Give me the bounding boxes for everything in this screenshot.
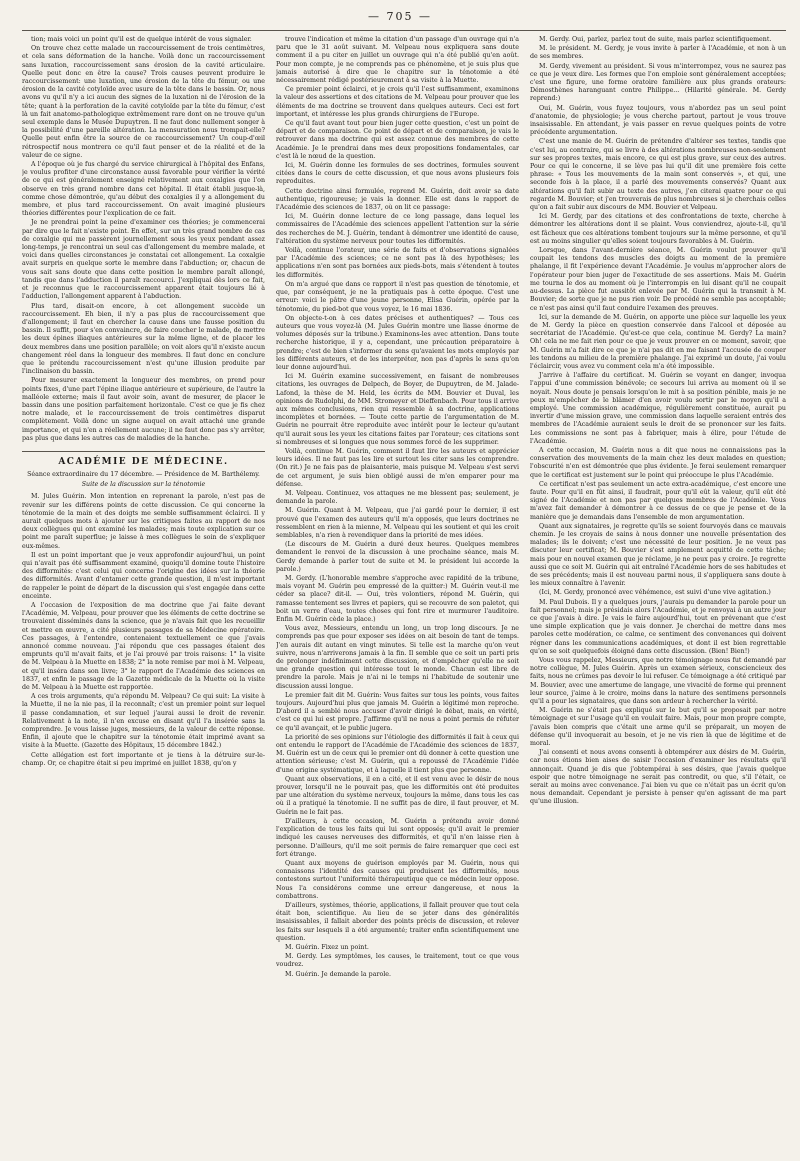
paragraph: Ce certificat n'est pas seulement un acte extra-académique, c'est encore une faute. Pour qu'il en fût ainsi, il faudrait, pour qu'il eût la valeur, qu'il eût été signé de l'Académie et non pas par quelques membres de l'Académie. Vous m'avez fait demander à démontrer à ce dessus de ce que je pense et de la manière que je demandais dans l'ensemble de mon argumentation. [530, 480, 786, 521]
paragraph: Vous vous rappelez, Messieurs, que notre témoignage nous fut demandé par notre collègue, M. Jules Guérin. Après un examen sérieux, consciencieux des faits, nous ne crûmes pas devoir le lui refuser. Ce témoignage a été critiqué par M. Bouvier, avec une amertume de langage, une vivacité de forme qui prennent leur source, j'aime à le croire, moins dans la nature des sentimens personnels qu'il a pour les signataires, que dans son ardeur à rechercher la vérité. [530, 657, 786, 706]
paragraph: Voilà, continue l'orateur, une série de faits et d'observations signalées par l'Académie des sciences; ce ne sont pas là des hypothèses; les applications n'en sont pas bornées aux pieds-bots, mais s'étendent à toutes les difformités. [276, 247, 519, 279]
page-number: — 705 — [368, 10, 432, 23]
paragraph: D'ailleurs, systèmes, théorie, applications, il fallait prouver que tout cela était bon, scientifique. Au lieu de se jeter dans des généralités insaisissables, il fallait aborder des points précis de discussion, et relever les faits sur lesquels il a été argumenté; traiter enfin scientifiquement une question. [276, 901, 519, 942]
paragraph: Ce qu'il faut avant tout pour bien juger cette question, c'est un point de départ et de comparaison. Ce point de départ et de comparaison, je vais le retrouver dans ma doctrine qui est assez connue des membres de cette Académie. Je le prendrai dans mes deux propositions fondamentales, car c'est là le nœud de la question. [276, 120, 519, 160]
paragraph: Quant aux signataires, je regrette qu'ils se soient fourvoyés dans ce mauvais chemin. Je les croyais de sains à nous donner une nouvelle présentation des malades; ils le doivent; c'est une nécessité de leur position. Je ne veux pas discuter leur certificat; M. Bouvier s'est amplement acquitté de cette tâche; mais pour en nouvel examen que je réclame, je ne peux pas y croire. Je regrette aussi que ce soit M. Guérin qui ait entraîné l'Académie hors de ses habitudes et de ses précédents; mais il est nouveau parmi nous, il s'appliquera sans doute à les mieux connaître à l'avenir. [530, 522, 786, 588]
paragraph: J'ai consenti et nous avons consenti à obtempérer aux désirs de M. Guérin, car nous étions bien aises de saisir l'occasion d'examiner les résultats qu'il annonçait. Quand je dis que j'obtempérai à ses désirs, que j'avais quelque espoir que notre témoignage ne serait pas contredit, ou que, s'il l'était, ce serait au moins avec convenance. J'ai bien vu que ce n'était pas un écrit qu'on nous demandait. Cependant je persiste à penser qu'en agissant de ma part qu'une illusion. [530, 749, 786, 806]
paragraph: M. Guérin. Quant à M. Velpeau, que j'ai gardé pour le dernier, il est prouvé que l'examen des auteurs qu'il m'a opposés, que leurs doctrines ne ressemblent en rien à la mienne, M. Velpeau qui les soutient et qui les croit semblables, n'a rien à revendiquer dans la priorité de mes idées. [276, 507, 519, 539]
paragraph: M. Gerdy. Les symptômes, les causes, le traitement, tout ce que vous voudrez. [276, 953, 519, 969]
paragraph: M. Paul Dubois. Il y a quelques jours, j'aurais pu demander la parole pour un fait personnel; mais je présidais alors l'Académie, et je renvoyai à un autre jour ce que j'avais à dire. Je vais le faire aujourd'hui, tout en prévenant que c'est une simple explication que je vais donner. Je cherchai de mettre dans mes paroles cette modération, ce calme, ce sentiment des convenances qui doivent régner dans les communications académiques, et dont il est bien regrettable qu'on se soit quelquefois éloigné dans cette discussion. (Bien! Bien!) [530, 598, 786, 655]
paragraph: Ici, M. Guérin donne lecture de ce long passage, dans lequel les commissaires de l'Académie des sciences appellent l'attention sur la série des recherches de M. J. Guérin, tendant à démontrer une identité de cause, l'altération du système nerveux pour toutes les difformités. [276, 213, 519, 245]
paragraph: M. Jules Guérin. Mon intention en reprenant la parole, n'est pas de revenir sur les différens points de cette discussion. Ce qui concerne la ténotomie de la main et des doigts me semble suffisamment éclairci. Il y aurait quelques mots à ajouter sur les critiques faites au rapport de nos deux collègues qui ont examiné les malades; mais toute explication sur ce point me paraît superflue; je laisse à mes collègues le soin de s'expliquer eux-mêmes. [22, 493, 265, 550]
paragraph: Ici, M. Guérin donne les formules de ses doctrines, formules souvent citées dans le cours de cette discussion, et que nous avons plusieurs fois reproduites. [276, 162, 519, 186]
paragraph: Quant aux observations, il en a cité, et il est venu avec le désir de nous prouver, lorsqu'il ne le pouvait pas, que les difformités ont été produites par une altération du système nerveux, toujours la même, dans tous les cas où il a pratiqué la ténotomie. Il ne suffit pas de dire, il faut prouver, et M. Guérin ne le fait pas. [276, 775, 519, 816]
paragraph: Oui, M. Guérin, vous fuyez toujours, vous n'abordez pas un seul point d'anatomie, de physiologie; je vous cherche partout, partout je vous trouve insaisissable. En attendant, je vais passer en revue quelques points de votre précédente argumentation. [530, 104, 786, 137]
paragraph: Vous avez, Messieurs, entendu un long, un trop long discours. Je ne comprends pas que pour exposer ses idées on ait besoin de tant de temps. J'en aurais dit autant en vingt minutes. Si telle est la marche qu'on veut suivre, nous n'arriverons jamais à la fin. Il semble que ce soit un parti pris de prolonger indéfiniment cette discussion, et d'empêcher qu'elle ne soit une grande question qui intéresse tout le monde. Chacun est libre de prendre la parole. Mais je n'ai ni le temps ni l'habitude de soutenir une discussion aussi longue. [276, 625, 519, 690]
paragraph: C'est une manie de M. Guérin de prétendre d'altérer ses textes, tandis que c'est lui, au contraire, qui se livre à des altérations nombreuses non-seulement sur ses propres textes, mais encore, ce qui est plus grave, sur ceux des autres. Pour ce qui le concerne, il se lève pas lui qu'il dit une première fois cette phrase: « Tous les mouvements de la main sont conservés », et qui, une seconde fois à la place, il a parlé des mouvements conservés? Quant aux altérations qu'il fait subir au texte des autres, j'en citerai quatre pour ce qui regarde M. Bouvier; et j'en trouverais de plus nombreuses si je cherchais celles qu'on a fait subir aux discours de MM. Bouvier et Velpeau. [530, 138, 786, 212]
paragraph: Ici M. Gerdy, par des citations et des confrontations de texte, cherche à démontrer les altérations dont il se plaint. Vous conviendrez, ajoute-t-il, qu'il est fâcheux que ces altérations tombent toujours sur la même personne, et qu'il est au moins singulier qu'elles soient toujours favorables à M. Guérin. [530, 213, 786, 245]
paragraph: trouve l'indication et même la citation d'un passage d'un ouvrage qui n'a paru que le 31 août suivant. M. Velpeau nous expliquera sans doute comment il a pu citer en juillet un ouvrage qui n'a été publié qu'en août. Pour mon compte, je ne comprends pas ce phénomène, et je suis plus que jamais autorisé à dire que le chapitre sur la ténotomie a été nécessairement rédigé postérieurement à sa visite à la Muette. [276, 36, 519, 85]
section-meta: Séance extraordinaire du 17 décembre. — Présidence de M. Barthélemy. [27, 470, 260, 478]
paragraph: Lorsque, dans l'avant-dernière séance, M. Guérin voulut prouver qu'il coupait les tendons des muscles des doigts au moment de la première phalange, il fit l'expérience devant l'Académie. Je voulus m'approcher alors de l'opérateur pour bien juger de l'exactitude de ses assertions. Mais M. Guérin me tourna le dos au moment où je l'interrompis en lui disant qu'il ne coupait au-dessus. La pièce fut aussitôt enlevée par M. Guérin qui la transmit à M. Bouvier; de sorte que je ne pus rien voir. De procédé ne semble pas acceptable; ce n'est pas ainsi qu'il faut conduire l'examen des preuves. [530, 247, 786, 312]
paragraph: M. Guérin. Fixez un point. [285, 943, 369, 951]
column-left [22, 36, 265, 1151]
paragraph: On objecte-t-on à ces dates précises et authentiques? — Tous ces auteurs que vous voyez-là (M. Jules Guérin montre une liasse énorme de volumes déposés sur la tribune.) Examinons-les avec attention. Dans toute recherche historique, il y a, cependant, une précaution préparatoire à prendre; c'est de bien s'informer du sens qu'avaient les mots employés par les différents auteurs, et de les interpréter, non pas d'après le sens qu'on leur donne aujourd'hui. [276, 314, 519, 371]
paragraph: Ici, sur la demande de M. Guérin, on apporte une pièce sur laquelle les yeux de M. Gerdy la pièce en question conservée dans l'alcool et déposée au secrétariat de l'Académie. Qu'est-ce que cela, continue M. Gerdy? La main? Oh! cela ne me fait rien pour ce que je veux prouver en ce moment, savoir, que M. Guérin m'a fait dire ce que je n'ai pas dit en me faisant l'accusée de couper les tendons au milieu de la première phalange. J'ai exprimé un doute, j'ai voulu l'éclaircir, vous avez vu comment cela m'a été impossible. [530, 313, 786, 370]
paragraph: Cette allégation est fort importante et je tiens à la détruire sur-le-champ. Or, ce chapitre était si peu imprimé en juillet 1838, qu'on y [22, 751, 265, 767]
paragraph: J'arrive à l'affaire du certificat. M. Guérin se voyant en danger, invoqua l'appui d'une commission bénévole; ce secours lui arriva au moment où il se noyait. Nous doute je pensais lorsqu'on le mit à sa position pénible, mais je ne peux m'empêcher de le blâmer d'en avoir voulu sortir par le moyen qu'il a employé. Une commission académique, régulièrement constituée, aurait pu invertir d'une mission grave, une commission dans laquelle seraient entrés des membres de l'Académie auraient seuls le droit de se prononcer sur les faits. Les commissions ne sont pas à fabriquer, mais à élire, pour l'étude de l'Académie. [530, 372, 786, 445]
paragraph: tion; mais voici un point qu'il est de quelque intérêt de vous signaler. [31, 36, 252, 43]
paragraph: Il est un point important que je veux approfondir aujourd'hui, un point qui n'avait pas été suffisamment examiné, quoiqu'il domine toute l'histoire des difformités: c'est celui qui concerne l'origine des idées sur la théorie des difformités. Avant d'entamer cette grande question, il m'est important de rappeler le point de départ de la discussion qui s'est engagée dans cette enceinte. [22, 551, 265, 600]
paragraph: Pour mesurer exactement la longueur des membres, on prend pour points fixes, d'une part l'épine iliaque antérieure et supérieure, de l'autre la malléole externe; mais il faut avoir soin, avant de mesurer, de placer le bassin dans une position parfaitement horizontale. C'est ce que je fis chez notre malade, et le raccourcissement de trois centimètres disparut complètement. Voilà donc un signe auquel on avait attaché une grande importance, et qui n'en a réellement aucune; il ne faut donc pas s'y arrêter, pas plus que dans les autres cas de maladies de la hanche. [22, 377, 265, 442]
paragraph: M. Gerdy, vivement au président. Si vous m'interrompez, vous ne saurez pas ce que je veux dire. Les formes que l'on emploie sont généralement acceptées; c'est une figure, une forme oratoire familière aux plus grands orateurs: Démosthènes haranguant contre Philippe... (Hilarité générale. M. Gerdy reprend:) [530, 62, 786, 103]
section-subtitle: Suite de la discussion sur la ténotomie [81, 481, 206, 489]
paragraph: On trouve chez cette malade un raccourcissement de trois centimètres, et cela sans déformation de la hanche. Voilà donc un raccourcissement sans luxation, raccourcissement sans érosion de la cavité articulaire. Quelle peut donc en être la cause? Trois causes peuvent produire le raccourcissement: une luxation, une érosion de la tête du fémur, ou une érosion de la cavité cotyloïde avec usure de la tête dans le bassin. Or, nous avons vu qu'il n'y a ici aucun des signes de la luxation ni de l'érosion de la tête; quant à la perforation de la cavité cotyloïde par la tête du fémur, c'est là un fait anatomo-pathologique extrêmement rare dont on ne trouve qu'un seul exemple dans le Musée Dupuytren. Il ne faut donc nullement songer à la possibilité d'une pareille altération. La mensuration nous trompait-elle? Quelle peut enfin être la source de ce raccourcissement? Un coup-d'œil rétrospectif nous montrera ce qu'il faut penser et de la réalité et de la valeur de ce signe. [22, 45, 265, 159]
paragraph: Plus tard, disait-on encore, à cet allongement succède un raccourcissement. Eh bien, il n'y a pas plus de raccourcissement que d'allongement; il faut en chercher la cause dans une fausse position du bassin. Il suffit, pour s'en convaincre, de faire coucher le malade, de mettre les deux épines iliaques antérieures sur la même ligne, et de placer les deux membres dans une position parallèle; on voit alors qu'il n'existe aucun changement réel dans la longueur des membres. Il faut donc en conclure que le prétendu raccourcissement n'est qu'une illusion produite par l'inclinaison du bassin. [22, 302, 265, 376]
section-title: ACADÉMIE DE MÉDECINE. [58, 456, 229, 467]
paragraph: Voilà, continue M. Guérin, comment il faut lire les auteurs et apprécier leurs idées. Il ne faut pas les lire et surtout les citer sans les comprendre. (On rit.) Je ne fais pas de plaisanterie, mais puisque M. Velpeau s'est servi de cet argument, je suis bien obligé aussi de m'en emparer pour ma défense. [276, 447, 519, 488]
paragraph: A l'occasion de l'exposition de ma doctrine que j'ai faite devant l'Académie, M. Velpeau, pour prouver que les éléments de cette doctrine se trouvaient disséminés dans la science, que je n'avais fait que les recueillir et mettre en œuvre, a cité plusieurs passages de sa Médecine opératoire. Ces passages, à l'entendre, contenaient textuellement ce que j'avais annoncé comme nouveau. J'ai répondu que ces passages étaient des emprunts qu'il m'avait faits, et je l'ai prouvé par trois raisons: 1° la visite de M. Velpeau à la Muette en 1838; 2° la note remise par moi à M. Velpeau, et qu'il inséra dans son livre; 3° le rapport de l'Académie des sciences en 1837, et enfin le passage de la Gazette médicale de la Muette où la visite de M. Velpeau à la Muette est rapportée. [22, 602, 265, 692]
paragraph: M. le président. M. Gerdy, je vous invite à parler à l'Académie, et non à un de ses membres. [530, 45, 786, 61]
header-rule [22, 30, 786, 31]
paragraph: Ici M. Guérin examine successivement, en faisant de nombreuses citations, les ouvrages de Delpech, de Boyer, de Dupuytren, de M. Jalade-Lafond, la thèse de M. Held, les écrits de MM. Bouvier et Duval, les opinions de Rudolphi, de MM. Stromeyer et Dieffenbach. Pour tous il arrive aux mêmes conclusions, rien qui ressemble à sa doctrine, applications incomplètes et bornées. — Toute cette partie de l'argumentation de M. Guérin ne pourrait être reproduite avec intérêt pour le lecteur qu'autant qu'il aurait sous les yeux les citations faites par l'orateur; ces citations sont si nombreuses et si longues que nous sommes forcé de les supprimer. [276, 373, 519, 446]
column-right [530, 36, 786, 1151]
paragraph: La priorité de ses opinions sur l'étiologie des difformités il fait à ceux qui ont entendu le rapport de l'Académie de l'Académie des sciences de 1837, M. Guérin est un de ceux qui le premier ont dû donner à cette question une attention sérieuse; c'est M. Guérin, qui a repoussé de l'Académie l'idée d'une origine systématique, et à laquelle il tient plus que personne. [276, 733, 519, 774]
paragraph: A l'époque où je fus chargé du service chirurgical à l'hôpital des Enfans, je voulus profiter d'une circonstance aussi favorable pour vérifier la vérité de ce qui est généralement enseigné relativement aux coxalgies que l'on observe en très grand nombre dans cet hôpital. Il était établi jusque-là, comme chose démontrée, qu'au début des coxalgies il y a allongement du membre, et plus tard raccourcissement. On avait imaginé plusieurs théories différentes pour l'explication de ce fait. [22, 161, 265, 218]
paragraph: Le premier fait dit M. Guérin: Vous faites sur tous les points, vous faites toujours. Aujourd'hui plus que jamais M. Guérin a légitimé mon reproche. D'abord il a semblé nous accuser d'avoir dirigé le débat, mais, en vérité, c'est ce qui lui est propre. J'affirme qu'il ne nous a point permis de réfuter ce qu'il avançait, et le public jugera. [276, 691, 519, 732]
column-middle [276, 36, 519, 1151]
paragraph: On m'a argué que dans ce rapport il n'est pas question de ténotomie, et que, par conséquent, je ne la pratiquais pas à cette époque. C'est une erreur: voici le pâtre d'une jeune personne, Elisa Guérin, opérée par la ténotomie, du pied-bot que vous voyez, le 16 mai 1836. [276, 280, 519, 313]
paragraph: Je ne prendrai point la peine d'examiner ces théories; je commencerai par dire que le fait n'existe point. En effet, sur un très grand nombre de cas de coxalgie qui me passèrent journellement sous les yeux pendant assez long-temps, je rencontrai un seul cas d'allongement du membre malade, et voici dans quelles circonstances je constatai cet allongement. La coxalgie avait surpris en quelque sorte le membre dans l'abduction; or, chacun de vous sait sans doute que dans cette position le membre paraît allongé, tandis que dans l'adduction il paraît raccourci. J'expliquai dès lors ce fait, et je reconnus que le raccourcissement apparent était toujours lié à l'adduction, l'allongement apparent à l'abduction. [22, 219, 265, 301]
paragraph: Ce premier point éclairci, et je crois qu'il l'est suffisamment, examinons la valeur des assertions et des citations de M. Velpeau pour prouver que les éléments de ma doctrine se trouvent dans quelques auteurs. Ceci est fort important, et intéresse les plus grands chirurgiens de l'Europe. [276, 86, 519, 118]
paragraph: D'ailleurs, à cette occasion, M. Guérin a prétendu avoir donné l'explication de tous les faits qui lui sont opposés; qu'il avait le premier indiqué les causes nerveuses des difformités, et qu'il n'en laisse rien à personne. D'ailleurs, qu'il me soit permis de faire remarquer que ceci est fort étrange. [276, 817, 519, 858]
paragraph: Cette doctrine ainsi formulée, reprend M. Guérin, doit avoir sa date authentique, rigoureuse; je vais la donner. Elle est dans le rapport de l'Académie des sciences de 1837, où on lit ce passage: [276, 187, 519, 212]
paragraph: M. Gerdy. (L'honorable membre s'approche avec rapidité de la tribune, mais voyant M. Guérin peu empressé de la quitter:) M. Guérin veut-il me céder sa place? dit-il. — Oui, très volontiers, répond M. Guérin, qui ramasse tentement ses livres et papiers, qui se recouvre de son paletot, qui boit un verre d'eau, toutes choses qui font rire et murmurer l'auditoire. Enfin M. Guérin cède la place.) [276, 575, 519, 624]
paragraph: M. Guérin. Je demande la parole. [285, 970, 391, 978]
paragraph: M. Gerdy. Oui, parlez, parlez tout de suite, mais parlez scientifiquement. [539, 36, 772, 43]
paragraph: (Ici, M. Gerdy, prononcé avec véhémence, est suivi d'une vive agitation.) [539, 589, 771, 597]
paragraph: M. Guérin ne s'était pas expliqué sur le but qu'il se proposait par notre témoignage et sur l'usage qu'il en voulait faire. Mais, pour mon propre compte, j'avais bien compris que c'était une arme qu'il se préparait, un moyen de défense qu'il invoquerait au besoin, et je ne vis rien là que de légitime et de moral. [530, 707, 786, 748]
paragraph: M. Velpeau. Continuez, vos attaques ne me blessent pas; seulement, je demande la parole. [276, 489, 519, 506]
paragraph: Quant aux moyens de guérison employés par M. Guérin, nous qui connaissons l'identité des causes qui produisent les difformités, nous contestons surtout l'uniformité thérapeutique que ce médecin leur oppose. Nous l'a considérons comme une erreur dangereuse, et nous la combattrons. [276, 859, 519, 900]
paragraph: (Le discours de M. Guérin a duré deux heures. Quelques membres demandent le renvoi de la discussion à une prochaine séance, mais M. Gerdy demande à parler tout de suite et M. le président lui accorde la parole.) [276, 541, 519, 573]
paragraph: A cette occasion, M. Guérin nous a dit que nous ne connaissions pas la conservation des mouvements de la main chez les deux malades en question; l'obscurité n'en est démontrée que plus évidente. Je ferai seulement remarquer que le certificat est justement sur le point qui préoccupe le plus l'Académie. [530, 446, 786, 479]
section-divider [22, 451, 265, 452]
paragraph: A ces trois arguments, qu'a répondu M. Velpeau? Ce qui suit: La visite à la Muette, il ne la nie pas, il la reconnaît; c'est un premier point sur lequel il passe condamnation, et sur lequel j'aurai aussi le droit de revenir. Relativement à la note, il n'en excuse en disant qu'il l'a insérée sans la comprendre. Je vous laisse juges, messieurs, de la valeur de cette réponse. Enfin, il ajoute que le chapitre sur la ténotomie était imprimé avant sa visite à la Muette. (Gazette des Hôpitaux, 15 décembre 1842.) [22, 693, 265, 750]
